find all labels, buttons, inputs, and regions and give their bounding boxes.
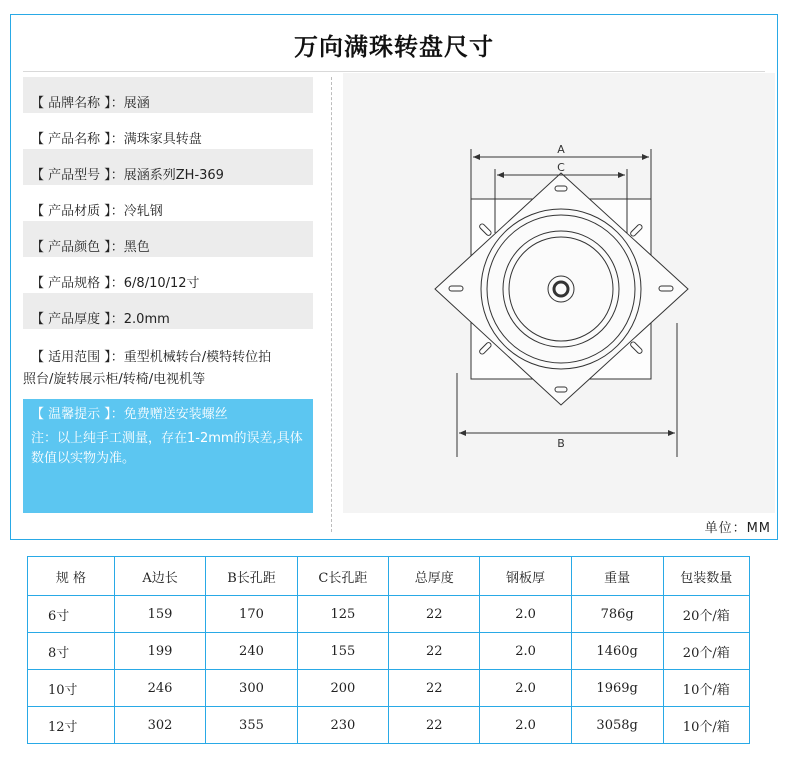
- spec-card: [10, 14, 778, 540]
- spec-row-model: [23, 149, 313, 185]
- table-cell: 10个/箱: [663, 707, 749, 744]
- table-cell: 22: [389, 633, 480, 670]
- table-cell: 2.0: [480, 596, 571, 633]
- column-header: A边长: [114, 557, 205, 596]
- dim-b-arrow-right: [668, 430, 675, 436]
- spec-row-usage: [23, 329, 313, 389]
- table-cell: 12寸: [28, 707, 115, 744]
- table-cell: 246: [114, 670, 205, 707]
- table-cell: 22: [389, 707, 480, 744]
- spec-row-name: [23, 113, 313, 149]
- column-header: C长孔距: [297, 557, 388, 596]
- dim-a-arrow-right: [642, 154, 649, 160]
- dim-c-arrow-left: [497, 172, 504, 178]
- table-header-row: [28, 557, 750, 596]
- column-header: 重量: [571, 557, 663, 596]
- tip-note: 注：以上纯手工测量，存在1-2mm的误差,具体数值以实物为准。: [31, 431, 303, 466]
- table-cell: 2.0: [480, 633, 571, 670]
- spec-label: 【 产品型号 】：: [31, 168, 124, 183]
- table-cell: 10个/箱: [663, 670, 749, 707]
- table-cell: 170: [206, 596, 297, 633]
- table-cell: 10寸: [28, 670, 115, 707]
- spec-row-thickness: [23, 293, 313, 329]
- spec-label: 【 产品厚度 】：: [31, 312, 124, 327]
- table-cell: 159: [114, 596, 205, 633]
- table-cell: 302: [114, 707, 205, 744]
- table-cell: 2.0: [480, 670, 571, 707]
- table-cell: 200: [297, 670, 388, 707]
- column-header: B长孔距: [206, 557, 297, 596]
- column-header: 包装数量: [663, 557, 749, 596]
- spec-value: 满珠家具转盘: [123, 132, 202, 147]
- vertical-divider: [331, 77, 333, 532]
- size-table: [27, 556, 750, 744]
- table-row: [28, 596, 750, 633]
- table-cell: 22: [389, 670, 480, 707]
- spec-label: 【 产品名称 】：: [31, 132, 124, 147]
- unit-label: 单位：MM: [704, 521, 771, 536]
- spec-row-brand: [23, 77, 313, 113]
- spec-label: 【 产品规格 】：: [31, 276, 124, 291]
- table-row: [28, 670, 750, 707]
- spec-value: 冷轧钢: [123, 204, 163, 219]
- dim-c-label: C: [557, 161, 565, 174]
- spec-row-color: [23, 221, 313, 257]
- spec-label: 【 产品颜色 】：: [31, 240, 124, 255]
- spec-value: 展涵系列ZH-369: [123, 168, 224, 183]
- table-cell: 20个/箱: [663, 633, 749, 670]
- column-header: 钢板厚: [480, 557, 571, 596]
- turntable-diagram: [343, 73, 775, 513]
- column-header: 总厚度: [389, 557, 480, 596]
- table-cell: 1969g: [571, 670, 663, 707]
- spec-value: 重型机械转台/模特转位拍: [123, 350, 272, 365]
- spec-value: 6/8/10/12寸: [123, 276, 200, 291]
- table-row: [28, 707, 750, 744]
- spec-value: 黑色: [123, 240, 150, 255]
- table-cell: 240: [206, 633, 297, 670]
- table-cell: 3058g: [571, 707, 663, 744]
- table-cell: 125: [297, 596, 388, 633]
- title-divider: [23, 71, 765, 72]
- table-cell: 6寸: [28, 596, 115, 633]
- table-cell: 20个/箱: [663, 596, 749, 633]
- tip-heading: 【 温馨提示 】：免费赠送安装螺丝: [31, 407, 228, 422]
- table-cell: 22: [389, 596, 480, 633]
- dim-a-label: A: [557, 143, 565, 156]
- spec-label: 【 产品材质 】：: [31, 204, 124, 219]
- table-cell: 155: [297, 633, 388, 670]
- spec-row-material: [23, 185, 313, 221]
- tip-box: [23, 399, 313, 513]
- dim-c-arrow-right: [618, 172, 625, 178]
- table-cell: 8寸: [28, 633, 115, 670]
- table-cell: 1460g: [571, 633, 663, 670]
- spec-label: 【 适用范围 】：: [31, 350, 124, 365]
- dim-a-arrow-left: [473, 154, 480, 160]
- spec-value: 展涵: [123, 96, 150, 111]
- dim-b-label: B: [557, 437, 565, 450]
- table-cell: 230: [297, 707, 388, 744]
- turntable-drawing: [343, 73, 775, 513]
- spec-value-continued: 照台/旋转展示柜/转椅/电视机等: [23, 372, 206, 387]
- table-cell: 786g: [571, 596, 663, 633]
- column-header: 规 格: [28, 557, 115, 596]
- table-cell: 355: [206, 707, 297, 744]
- spec-label: 【 品牌名称 】：: [31, 96, 124, 111]
- page-title: 万向满珠转盘尺寸: [294, 33, 494, 61]
- table-row: [28, 633, 750, 670]
- dim-b-arrow-left: [459, 430, 466, 436]
- table-cell: 300: [206, 670, 297, 707]
- spec-value: 2.0mm: [123, 312, 170, 327]
- table-cell: 2.0: [480, 707, 571, 744]
- spec-row-size: [23, 257, 313, 293]
- table-cell: 199: [114, 633, 205, 670]
